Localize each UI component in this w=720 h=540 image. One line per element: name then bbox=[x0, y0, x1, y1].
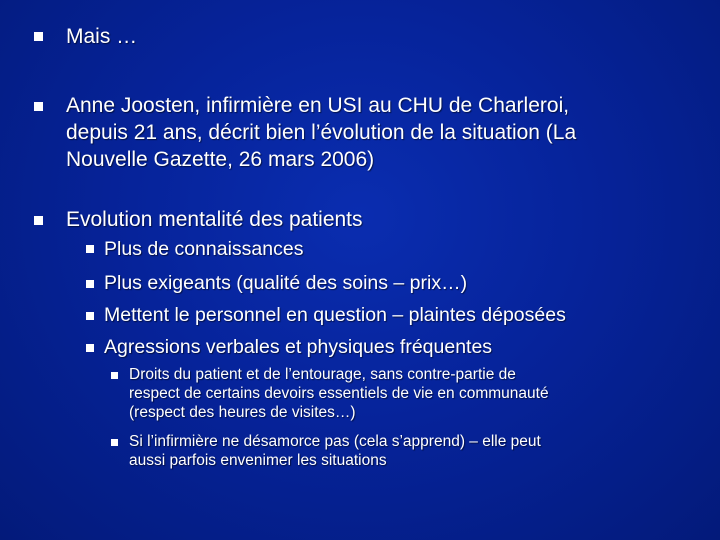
bullet-square-icon bbox=[86, 245, 94, 253]
bullet-square-icon bbox=[111, 439, 118, 446]
subsub-item-line: Droits du patient et de l’entourage, sans contre-partie de bbox=[129, 366, 516, 383]
sub-item: Agressions verbales et physiques fréquentes bbox=[104, 336, 493, 358]
item-mais: Mais … bbox=[66, 25, 138, 48]
item-joosten-line-1: Anne Joosten, infirmière en USI au CHU de Charleroi, bbox=[66, 94, 570, 117]
subsub-item-line: Si l’infirmière ne désamorce pas (cela s’apprend) – elle peut bbox=[129, 433, 541, 450]
sub-item: Plus exigeants (qualité des soins – prix…) bbox=[104, 272, 468, 294]
bullet-square-icon bbox=[86, 280, 94, 288]
item-evolution: Evolution mentalité des patients bbox=[66, 208, 363, 231]
bullet-square-icon bbox=[86, 344, 94, 352]
subsub-item-line: respect de certains devoirs essentiels de vie en communauté bbox=[129, 385, 549, 402]
bullet-square-icon bbox=[111, 372, 118, 379]
bullet-square-icon bbox=[86, 312, 94, 320]
bullet-square-icon bbox=[34, 32, 43, 41]
bullet-square-icon bbox=[34, 102, 43, 111]
subsub-item-line: aussi parfois envenimer les situations bbox=[129, 452, 387, 469]
sub-item: Mettent le personnel en question – plaintes déposées bbox=[104, 304, 566, 326]
sub-item: Plus de connaissances bbox=[104, 238, 304, 260]
item-joosten-line-3: Nouvelle Gazette, 26 mars 2006) bbox=[66, 148, 375, 171]
item-joosten-line-2: depuis 21 ans, décrit bien l’évolution de la situation (La bbox=[66, 121, 577, 144]
subsub-item-line: (respect des heures de visites…) bbox=[129, 404, 356, 421]
bullet-square-icon bbox=[34, 216, 43, 225]
